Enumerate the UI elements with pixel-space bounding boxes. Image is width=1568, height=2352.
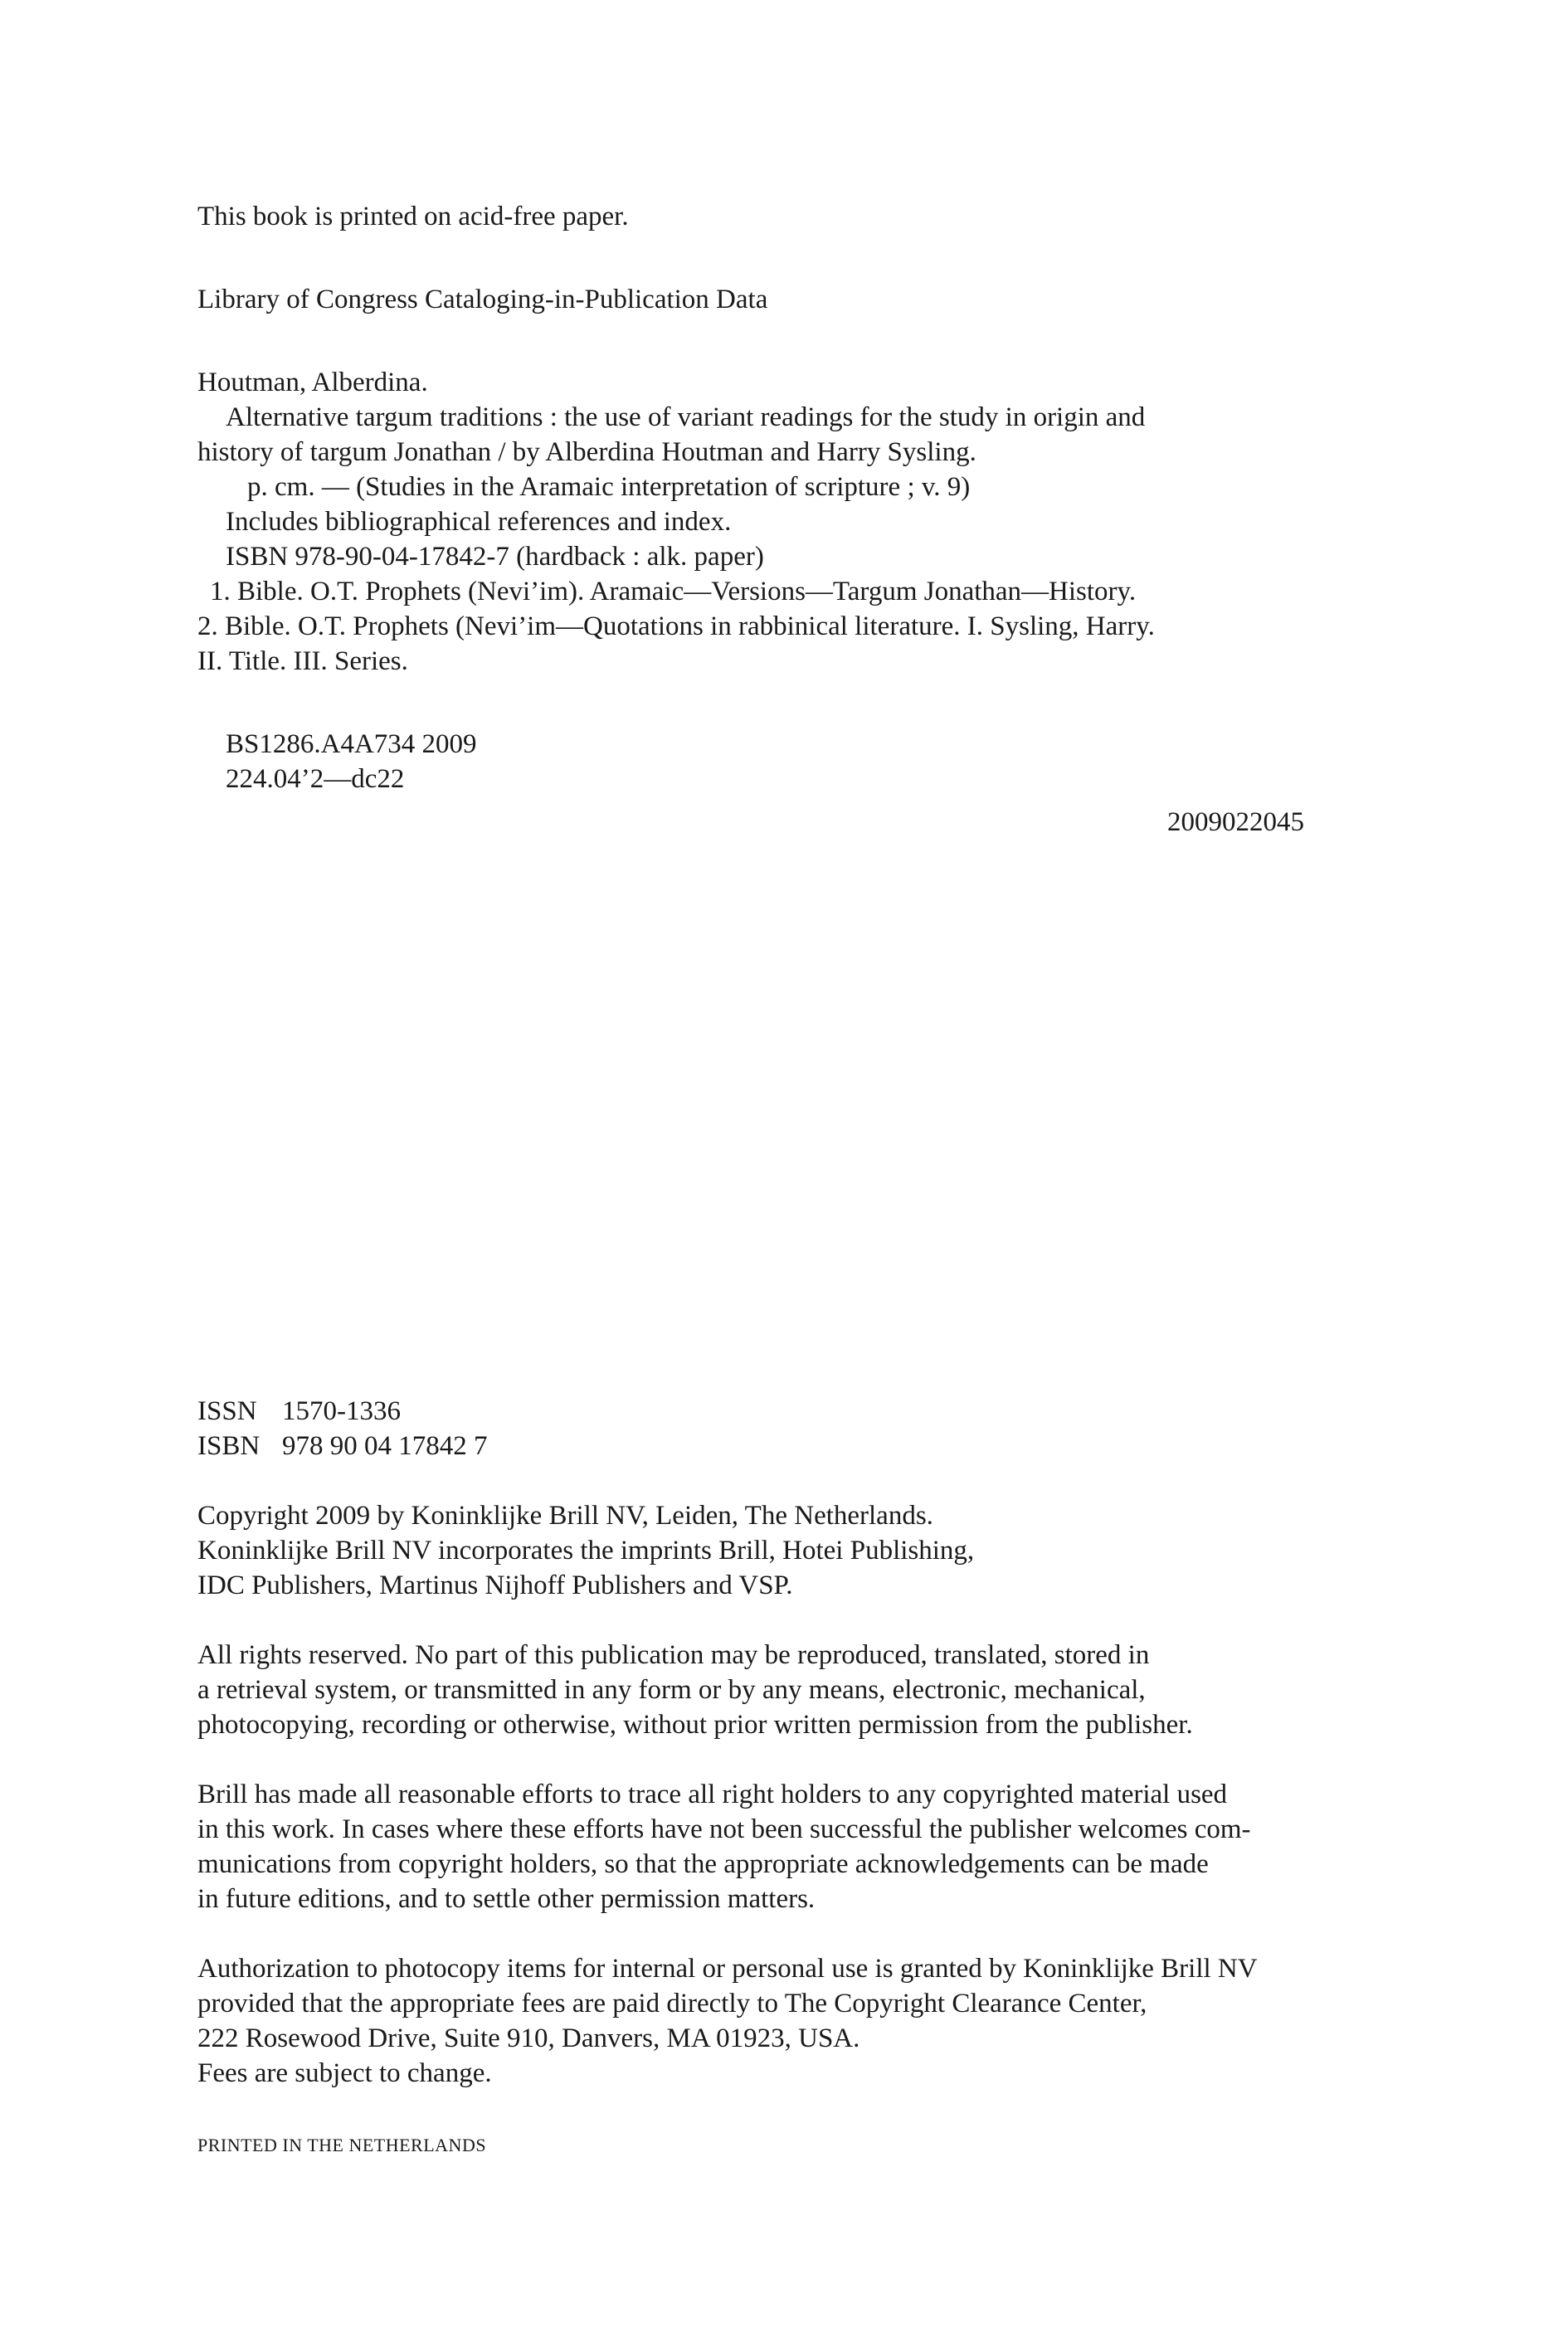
isbn-value: 978 90 04 17842 7 [282, 1431, 488, 1461]
cip-heading: Library of Congress Cataloging-in-Publication Data [197, 285, 768, 314]
cip-lccn: 2009022045 [1167, 807, 1304, 837]
cip-series: p. cm. — (Studies in the Aramaic interpretation of scripture ; v. 9) [247, 472, 971, 502]
cip-dewey: 224.04’2—dc22 [226, 764, 405, 794]
efforts-line: in future editions, and to settle other permission matters. [197, 1884, 816, 1914]
authorization-line: 222 Rosewood Drive, Suite 910, Danvers, MA 01923, USA. [197, 2023, 860, 2053]
isbn-label: ISBN [197, 1431, 261, 1461]
cip-author: Houtman, Alberdina. [197, 368, 428, 397]
rights-line: a retrieval system, or transmitted in any form or by any means, electronic, mechanical, [197, 1675, 1146, 1705]
cip-subject: II. Title. III. Series. [197, 646, 408, 676]
authorization-line: Fees are subject to change. [197, 2058, 492, 2088]
cip-lc-class: BS1286.A4A734 2009 [226, 729, 477, 759]
cip-subject: 2. Bible. O.T. Prophets (Nevi’im—Quotations in rabbinical literature. I. Sysling, Harry. [197, 611, 1155, 641]
efforts-line: in this work. In cases where these efforts have not been successful the publisher welcomes com- [197, 1814, 1251, 1844]
copyright-line: Copyright 2009 by Koninklijke Brill NV, Leiden, The Netherlands. [197, 1501, 933, 1531]
isbn-line [197, 1429, 488, 1463]
rights-line: All rights reserved. No part of this publication may be reproduced, translated, stored in [197, 1640, 1150, 1670]
copyright-line: IDC Publishers, Martinus Nijhoff Publishers and VSP. [197, 1570, 793, 1600]
cip-isbn: ISBN 978-90-04-17842-7 (hardback : alk. paper) [226, 542, 764, 572]
authorization-line: provided that the appropriate fees are paid directly to The Copyright Clearance Center, [197, 1989, 1147, 2018]
cip-title-line: Alternative targum traditions : the use of variant readings for the study in origin and [226, 402, 1146, 432]
printed-in-note: PRINTED IN THE NETHERLANDS [197, 2135, 487, 2155]
issn-label: ISSN [197, 1396, 257, 1426]
efforts-line: Brill has made all reasonable efforts to trace all right holders to any copyrighted material used [197, 1780, 1228, 1809]
issn-line [197, 1394, 401, 1429]
issn-value: 1570-1336 [282, 1396, 401, 1426]
cip-title-line: history of targum Jonathan / by Alberdina Houtman and Harry Sysling. [197, 437, 976, 467]
copyright-line: Koninklijke Brill NV incorporates the imprints Brill, Hotei Publishing, [197, 1536, 975, 1566]
efforts-line: munications from copyright holders, so that the appropriate acknowledgements can be made [197, 1849, 1209, 1879]
authorization-line: Authorization to photocopy items for internal or personal use is granted by Koninklijke Brill NV [197, 1954, 1258, 1984]
rights-line: photocopying, recording or otherwise, without prior written permission from the publisher. [197, 1710, 1193, 1740]
acid-free-note: This book is printed on acid-free paper. [197, 202, 629, 231]
cip-includes: Includes bibliographical references and index. [226, 507, 732, 537]
cip-subject: 1. Bible. O.T. Prophets (Nevi’im). Aramaic—Versions—Targum Jonathan—History. [210, 577, 1137, 606]
